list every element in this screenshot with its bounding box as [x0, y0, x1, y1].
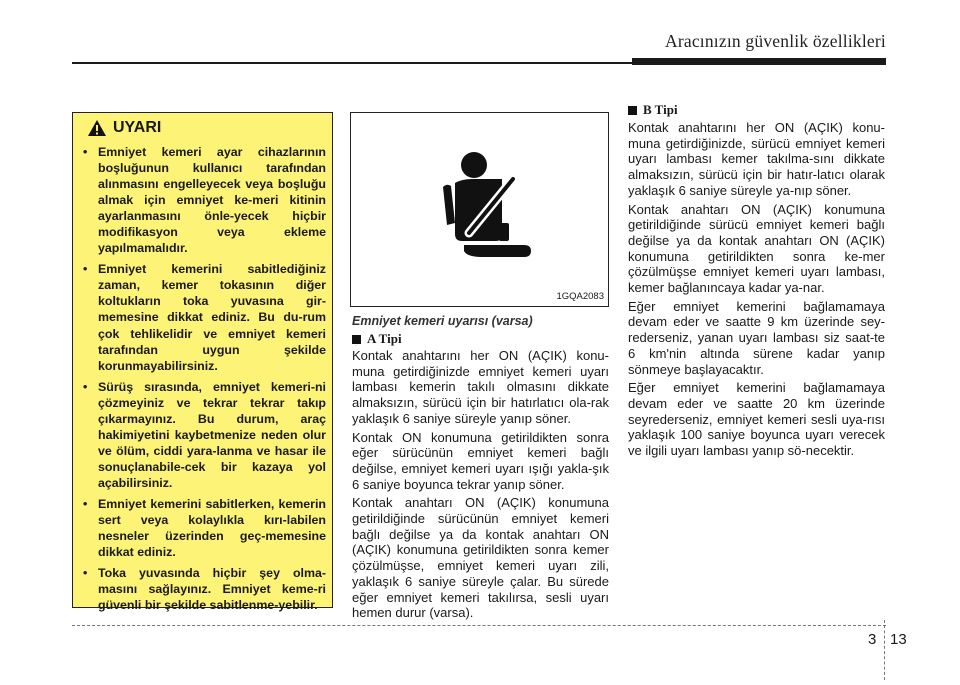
paragraph: Kontak anahtarı ON (AÇIK) konumuna getirildiğinde sürücü emniyet kemeri bağlı değilse ya da kontak anahtarı ON (AÇIK) konumuna getirildikten sonra ke-mer çözülmüşse emniyet kemeri uyarı lambası, kemer bağlanıncaya kadar ya-nar. [628, 201, 885, 296]
warning-list [79, 144, 326, 618]
figure-code: 1GQA2083 [556, 291, 604, 302]
warning-triangle-icon [87, 119, 107, 137]
footer-rule [72, 625, 886, 626]
warning-item: • Emniyet kemeri ayar cihazlarının boşluğunun kullanıcı tarafından alınmasını engelleyecek veya boşluğu almak için emniyet ke-meri kitinin ayarlanmasını önle-yecek hiçbir modifikasyon veya ekleme yapılmamalıdır. [83, 145, 326, 256]
warning-item: • Toka yuvasında hiçbir şey olma-masını sağlayınız. Emniyet keme-ri güvenli bir şekilde sabitlenme-yebilir. [83, 566, 326, 613]
page-number: 13 [890, 631, 907, 648]
warning-item: • Emniyet kemerini sabitlediğiniz zaman, kemer tokasının diğer koltukların toka yuvasına gir-memesine dikkat ediniz. Bu du-rum çok tehlikelidir ve emniyet kemeri tarafından uygun şekilde korunmayabilirsiniz. [83, 262, 326, 373]
section-a-title: A Tipi [367, 331, 402, 346]
square-bullet-icon [628, 106, 637, 115]
paragraph: Kontak ON konumuna getirildikten sonra eğer sürücünün emniyet kemeri bağlı değilse, emniyet kemeri uyarı ışığı yakla-şık 6 saniye boyunca tekrar yanıp söner. [352, 429, 609, 492]
warning-item: • Sürüş sırasında, emniyet kemeri-ni çözmeyiniz ve tekrar tekrar takıp çıkarmayınız. Bu durum, araç hakimiyetini kaybetmenize neden olur ve ölüm, ciddi yara-lanma ve hasar ile sonuçlanabile-cek bir kazaya yol açabilirsiniz. [83, 379, 326, 490]
warning-header [87, 119, 161, 137]
page-header-title: Aracınızın güvenlik özellikleri [665, 31, 886, 51]
paragraph: Eğer emniyet kemerini bağlamamaya devam eder ve saatte 20 km üzerinde seyrederseniz, emniyet kemeri sesli uya-rısı yaklaşık 100 saniye boyunca uyarı verecek ve ilgili uyarı lambası yanıp sö-necektir. [628, 380, 885, 459]
seatbelt-warning-icon [351, 113, 608, 306]
square-bullet-icon [352, 335, 361, 344]
paragraph: Kontak anahtarını her ON (AÇIK) konu-muna getirdiğinizde emniyet kemeri uyarı lambası kemerin takılı olmasını dikkate almaksızın, sürücü için bir hatırlatıcı ola-rak yaklaşık 6 saniye süreyle yanıp söner. [352, 348, 609, 426]
section-b-title: B Tipi [643, 102, 678, 117]
section-b-heading [628, 102, 678, 118]
paragraph: Kontak anahtarı ON (AÇIK) konumuna getirildiğinde sürücünün emniyet kemeri bağlı değilse ya da kontak anahtarı ON (AÇIK) konumuna getirildikten sonra kemer çözülmüşse, emniyet kemeri uyarı zili, yaklaşık 6 saniye süreyle çalar. Bu sürede eğer emniyet kemeri takılırsa, sesli uyarı hemen durur (varsa). [352, 495, 609, 621]
section-a-body [352, 348, 609, 624]
section-b-body [628, 120, 885, 462]
page-separator [884, 620, 885, 680]
header-tab [632, 58, 886, 65]
seatbelt-figure [350, 112, 609, 307]
figure-caption: Emniyet kemeri uyarısı (varsa) [352, 314, 533, 328]
warning-box [72, 112, 333, 613]
paragraph: Eğer emniyet kemerini bağlamamaya devam eder ve saatte 9 km üzerinde sey-rederseniz, yanan uyarı lambası siz saat-te 6 km'nin altında sürene kadar yanıp sönmeye başlayacaktır. [628, 298, 885, 377]
section-number: 3 [868, 631, 877, 648]
section-a-heading [352, 331, 402, 347]
warning-title: UYARI [113, 119, 162, 136]
warning-item: • Emniyet kemerini sabitlerken, kemerin sert veya kolaylıkla kırı-labilen nesneler üzerinden geç-memesine dikkat ediniz. [83, 496, 326, 560]
paragraph: Kontak anahtarını her ON (AÇIK) konu-muna getirdiğinizde, sürücü emniyet kemeri uyarı lambası kemer takılma-sını dikkate almaksızın, sürücü için bir hatır-latıcı olarak yaklaşık 6 saniye süreyle ya-nıp söner. [628, 120, 885, 198]
